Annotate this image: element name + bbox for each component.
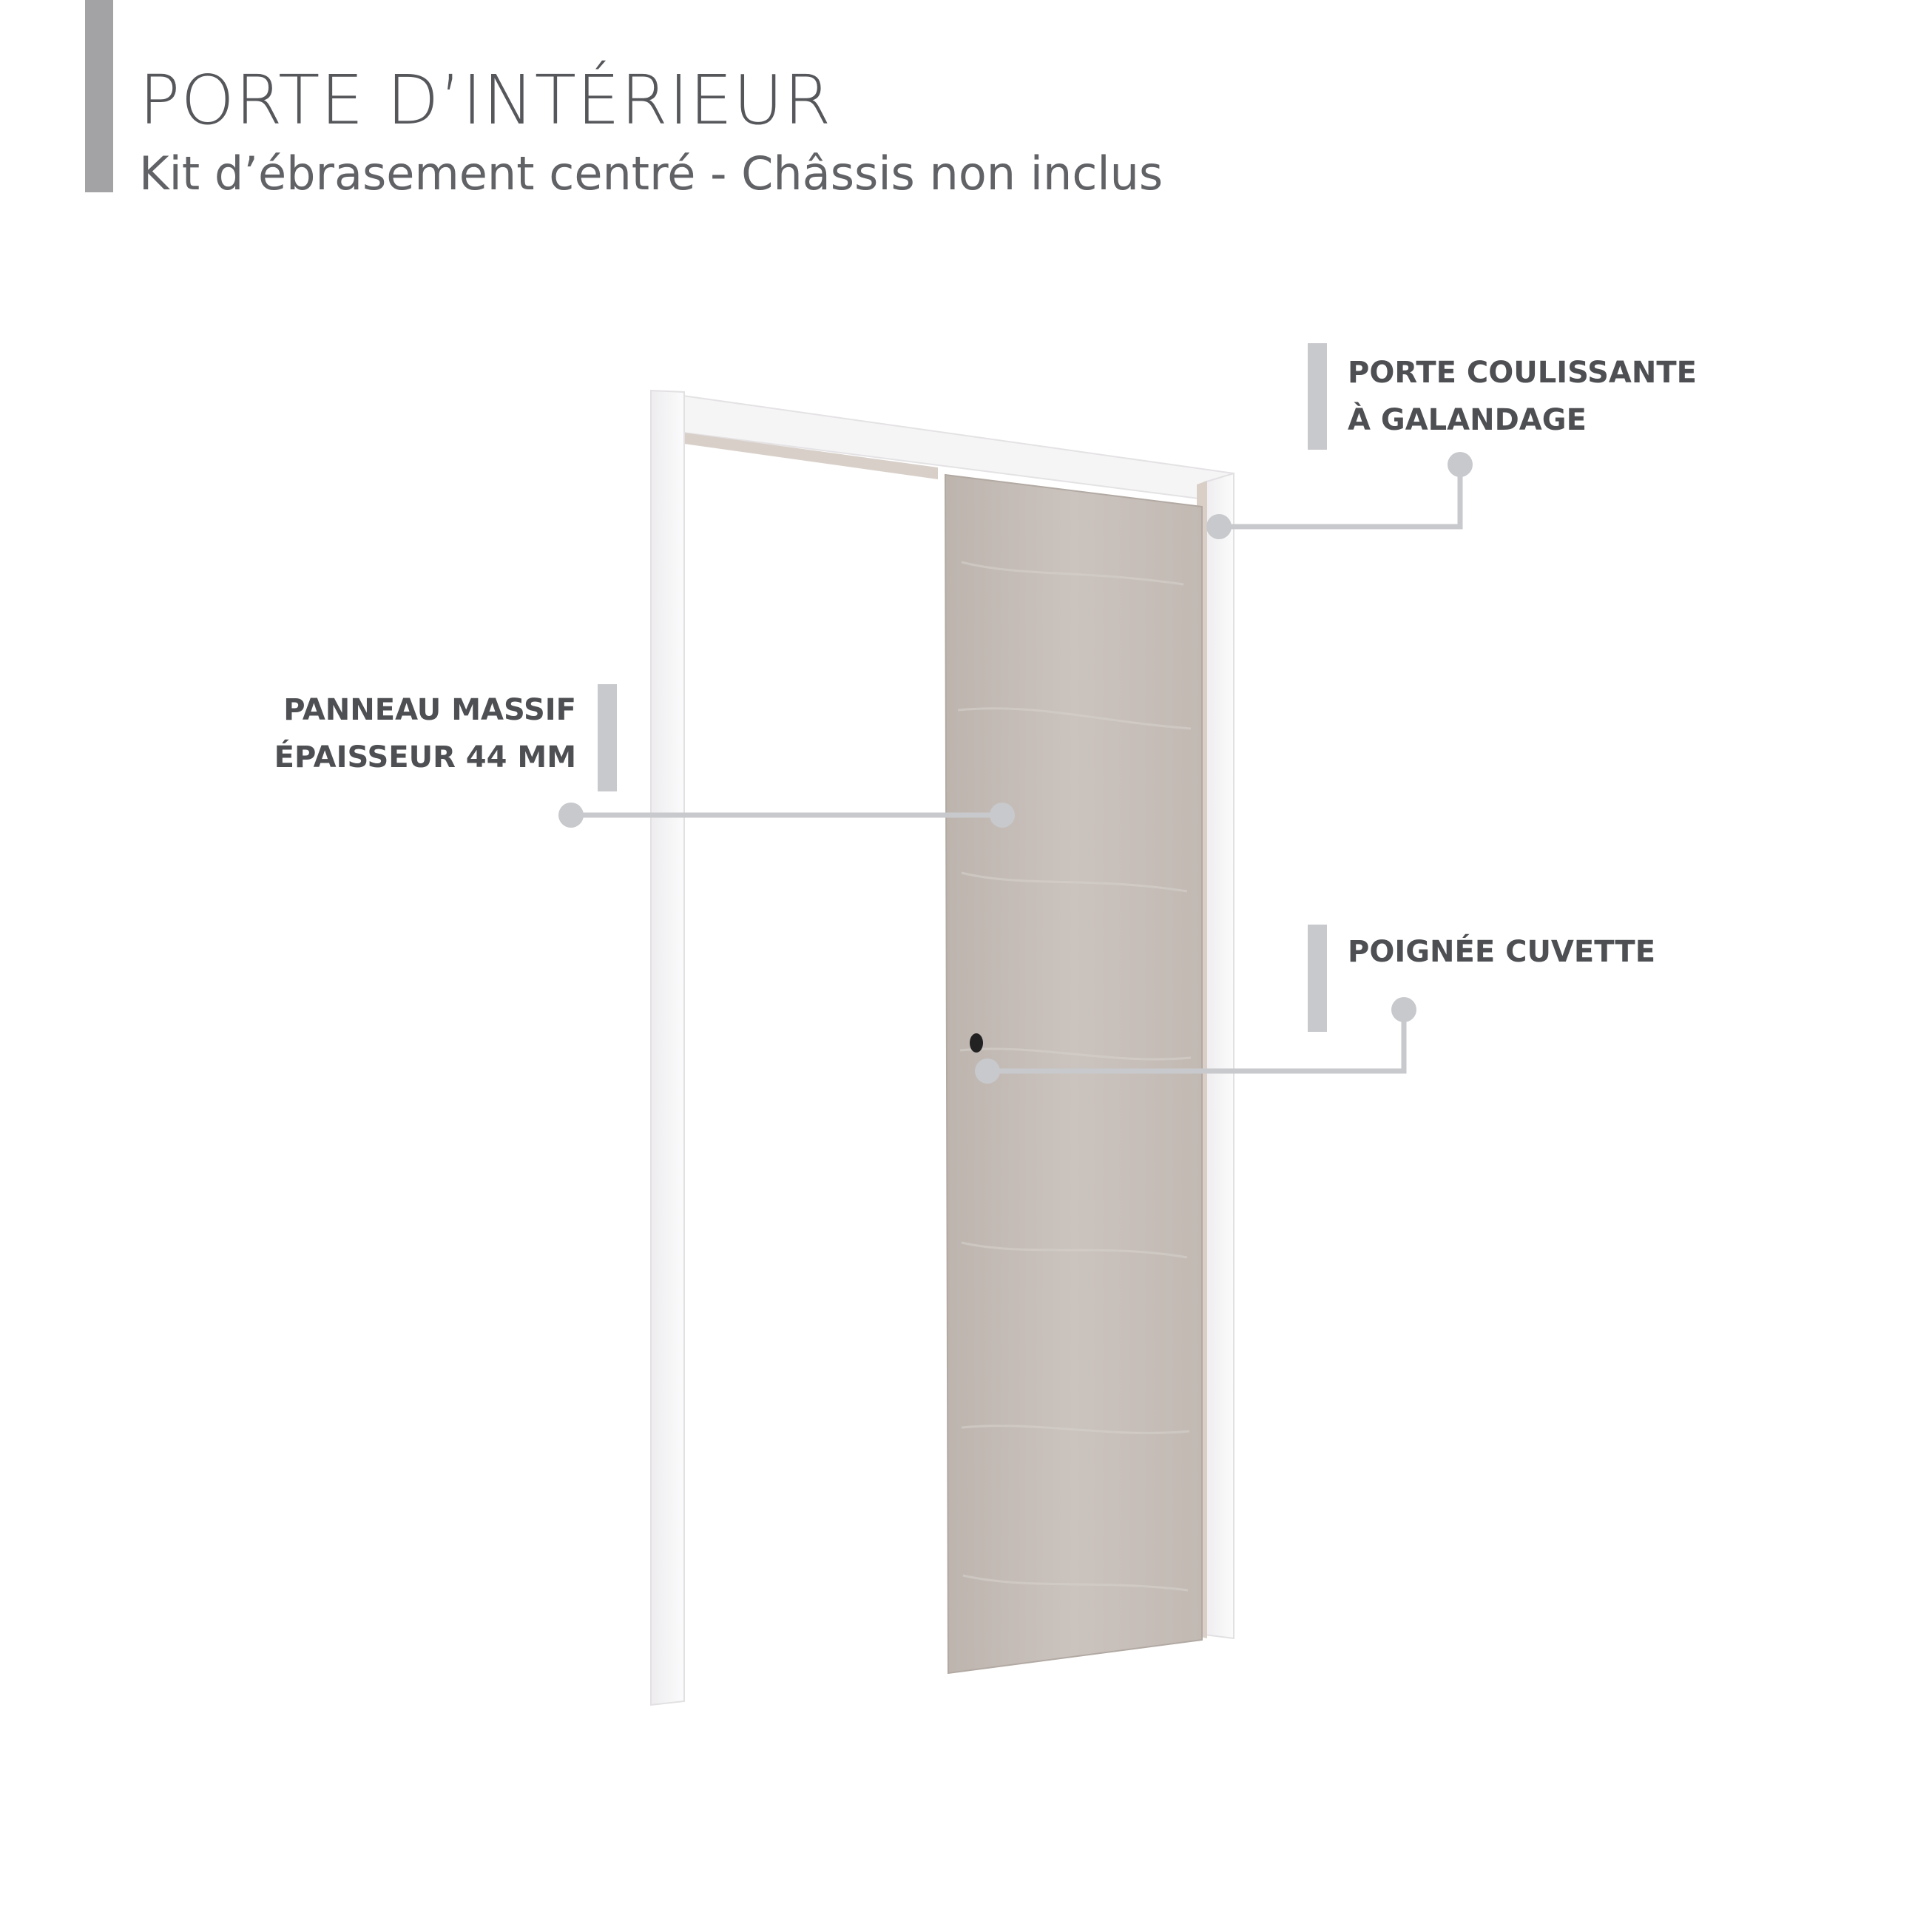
callout-label-line: PANNEAU MASSIF xyxy=(283,693,576,727)
dot-galandage-label xyxy=(1448,452,1473,477)
dot-poignee-door xyxy=(975,1058,1000,1084)
frame-right-jamb xyxy=(1204,473,1234,1638)
leader-galandage xyxy=(1216,465,1460,527)
callout-label-panneau xyxy=(274,686,576,781)
callout-label-poignee xyxy=(1348,928,1655,976)
dot-galandage-door xyxy=(1206,514,1232,539)
callout-label-line: ÉPAISSEUR 44 MM xyxy=(274,740,576,774)
callout-label-line: À GALANDAGE xyxy=(1348,403,1587,437)
cup-handle-icon xyxy=(970,1033,983,1053)
callout-bar-galandage xyxy=(1308,343,1327,450)
dot-poignee-label xyxy=(1391,997,1416,1022)
dot-panneau-door xyxy=(990,803,1015,828)
callout-label-galandage xyxy=(1348,349,1697,444)
callout-bar-poignee xyxy=(1308,925,1327,1032)
callout-bar-panneau xyxy=(598,684,617,791)
frame-left-jamb xyxy=(651,391,684,1705)
dot-panneau-label xyxy=(558,803,584,828)
callout-label-line: POIGNÉE CUVETTE xyxy=(1348,935,1656,969)
page-title: PORTE D’INTÉRIEUR xyxy=(139,61,832,140)
callout-label-line: PORTE COULISSANTE xyxy=(1348,356,1697,390)
page-subtitle: Kit d’ébrasement centré - Châssis non inclus xyxy=(139,146,1163,200)
